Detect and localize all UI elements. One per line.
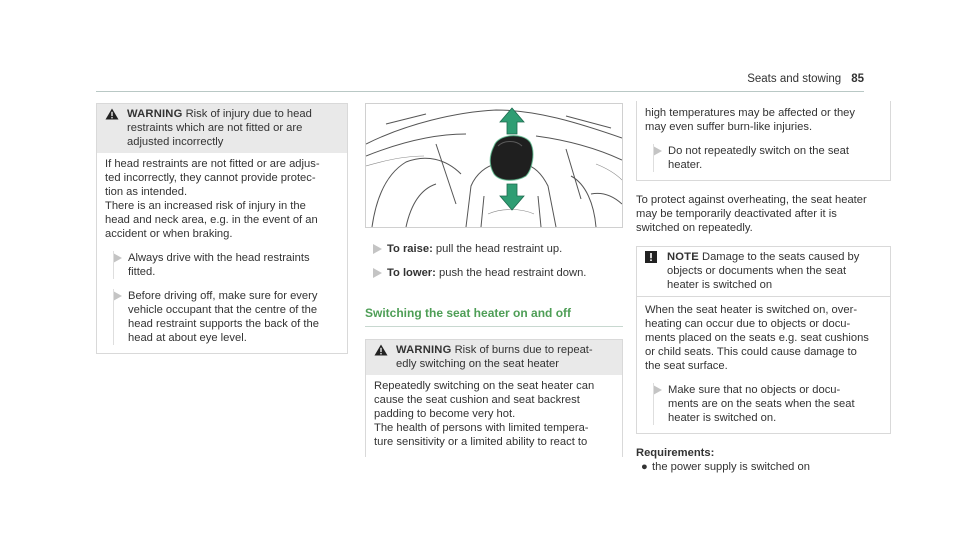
body-line: The health of persons with limited tempera-: [374, 422, 589, 434]
body-line: When the seat heater is switched on, over-: [645, 304, 858, 316]
raise-instruction: [365, 242, 623, 256]
note-title-line: heater is switched on: [667, 279, 773, 291]
note-exclamation-icon: [645, 250, 667, 292]
note-label: NOTE: [667, 251, 699, 263]
head-restraint-illustration: [365, 103, 623, 228]
column-2: [365, 103, 623, 457]
instruction-step: [645, 144, 882, 172]
body-line: Repeatedly switching on the seat heater can: [374, 380, 595, 392]
body-line: ments placed on the seats e.g. seat cushions: [645, 332, 869, 344]
step-line: Make sure that no objects or docu-: [668, 384, 841, 396]
warning-box-head-restraints: [96, 103, 348, 354]
warning-triangle-icon: [105, 107, 127, 149]
body-line: There is an increased risk of injury in the: [105, 200, 306, 212]
warning-title-line: edly switching on the seat heater: [396, 358, 559, 370]
page-header: [747, 72, 864, 86]
column-1: [96, 103, 348, 354]
column-3: [636, 101, 891, 474]
step-line: Do not repeatedly switch on the seat: [668, 145, 849, 157]
body-line: or child seats. This could cause damage to: [645, 346, 857, 358]
body-line: heating can occur due to objects or docu-: [645, 318, 851, 330]
requirement-item: [636, 460, 891, 474]
warning-box-body: [97, 153, 347, 353]
section-title: Seats and stowing: [747, 73, 842, 85]
lower-label: To lower:: [387, 267, 436, 279]
step-line: vehicle occupant that the centre of the: [128, 304, 318, 316]
raise-label: To raise:: [387, 243, 433, 255]
note-title-line: objects or documents when the seat: [667, 265, 847, 277]
body-line: switched on repeatedly.: [636, 222, 753, 234]
warning-triangle-icon: [374, 343, 396, 371]
warning-box-header: [366, 340, 622, 375]
raise-text: pull the head restraint up.: [435, 243, 563, 255]
step-line: heater.: [668, 159, 703, 171]
body-line: padding to become very hot.: [374, 408, 516, 420]
body-line: head and neck area, e.g. in the event of an: [105, 214, 318, 226]
requirements-label: Requirements:: [636, 447, 715, 459]
instruction-step: [645, 383, 882, 425]
bullet-icon: ●: [641, 461, 648, 473]
note-title-line: Damage to the seats caused by: [702, 251, 860, 263]
note-box: [636, 246, 891, 434]
lower-text: push the head restraint down.: [439, 267, 587, 279]
instruction-step: [105, 251, 339, 279]
step-line: head at about eye level.: [128, 332, 247, 344]
page-number: 85: [851, 73, 864, 85]
warning-title-line: restraints which are not fitted or are: [127, 122, 303, 134]
body-line: If head restraints are not fitted or are adjus-: [105, 158, 320, 170]
warning-box-body: [366, 375, 622, 457]
warning-box-header: [97, 104, 347, 153]
instruction-step: [105, 289, 339, 345]
note-box-body: [637, 297, 890, 433]
warning-title-line: Risk of injury due to head: [185, 108, 312, 120]
body-line: To protect against overheating, the seat heater: [636, 194, 867, 206]
warning-box-seat-heater: [365, 339, 623, 457]
body-line: may be temporarily deactivated after it is: [636, 208, 837, 220]
body-line: accident or when braking.: [105, 228, 233, 240]
body-line: tion as intended.: [105, 186, 188, 198]
note-box-header: [637, 247, 890, 297]
step-line: fitted.: [128, 266, 156, 278]
warning-label: WARNING: [396, 344, 452, 356]
requirement-text: the power supply is switched on: [652, 461, 810, 473]
body-line: ture sensitivity or a limited ability to react to: [374, 436, 588, 448]
warning-box-continued: [636, 101, 891, 181]
body-line: cause the seat cushion and seat backrest: [374, 394, 580, 406]
step-line: heater is switched on.: [668, 412, 777, 424]
header-rule: [96, 91, 864, 92]
section-heading: Switching the seat heater on and off: [365, 306, 623, 327]
body-line: high temperatures may be affected or they: [645, 107, 855, 119]
warning-label: WARNING: [127, 108, 183, 120]
overheating-paragraph: [636, 193, 891, 235]
seat-drawing-svg: [366, 104, 622, 227]
lower-instruction: [365, 266, 623, 280]
step-line: head restraint supports the back of the: [128, 318, 319, 330]
body-line: the seat surface.: [645, 360, 728, 372]
body-line: may even suffer burn-like injuries.: [645, 121, 813, 133]
step-line: Always drive with the head restraints: [128, 252, 310, 264]
step-line: Before driving off, make sure for every: [128, 290, 318, 302]
warning-title-line: adjusted incorrectly: [127, 136, 224, 148]
warning-box-body: [637, 101, 890, 180]
warning-title-line: Risk of burns due to repeat-: [454, 344, 593, 356]
body-line: ted incorrectly, they cannot provide protec-: [105, 172, 316, 184]
step-line: ments are on the seats when the seat: [668, 398, 855, 410]
